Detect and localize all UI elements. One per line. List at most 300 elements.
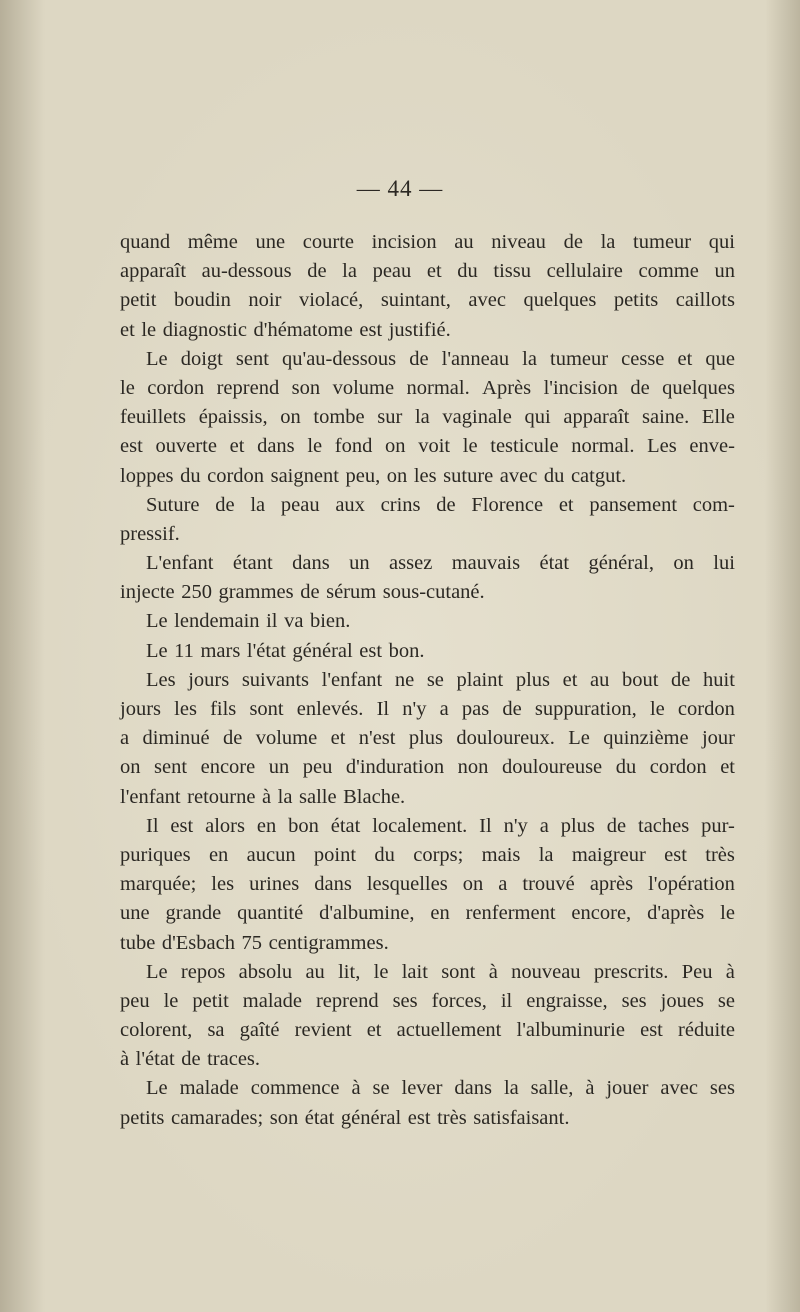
- word: saignent: [270, 464, 339, 487]
- word: est: [170, 814, 194, 837]
- text-line: [120, 374, 735, 403]
- word: sont: [441, 960, 476, 983]
- word: feuillets: [120, 406, 187, 429]
- word: est: [120, 435, 143, 458]
- word: l'opération: [648, 873, 735, 896]
- word: d'après: [647, 902, 705, 925]
- word: l'état: [246, 639, 286, 662]
- word: en: [430, 902, 450, 925]
- word: normal.: [571, 435, 635, 458]
- word: camarades;: [170, 1106, 264, 1129]
- text-line: [120, 899, 735, 928]
- word: a: [120, 727, 130, 750]
- word: la: [503, 1077, 519, 1100]
- word: absolu: [238, 960, 293, 983]
- word: et: [677, 347, 693, 370]
- word: l'état: [135, 1048, 175, 1071]
- word: saine.: [642, 406, 690, 429]
- word: pressif.: [120, 522, 180, 545]
- word: 250: [181, 581, 212, 604]
- word: la: [600, 231, 616, 253]
- word: du: [615, 756, 637, 779]
- word: engraisse,: [526, 989, 608, 1012]
- word: jour: [701, 727, 735, 750]
- word: plus: [560, 814, 595, 837]
- word: Les: [647, 435, 677, 458]
- word: suppuration,: [534, 698, 637, 720]
- word: de: [307, 260, 327, 283]
- word: huit: [703, 668, 735, 691]
- word: Les: [146, 668, 176, 691]
- word: le: [141, 318, 157, 341]
- word: Suture: [146, 493, 200, 516]
- word: encore: [200, 756, 256, 779]
- word: alors: [205, 814, 245, 837]
- word: marquée;: [120, 873, 197, 896]
- word: à: [262, 785, 272, 808]
- word: gaîté: [239, 1019, 280, 1042]
- word: ne: [394, 668, 415, 691]
- word: avec: [468, 289, 506, 312]
- text-line: [120, 1016, 735, 1045]
- word: son: [269, 1106, 299, 1129]
- word: les: [174, 698, 197, 720]
- word: même: [187, 231, 238, 253]
- word: sont: [249, 698, 284, 720]
- word: qui: [524, 406, 551, 429]
- word: dans: [257, 435, 295, 458]
- word: l'enfant: [321, 668, 383, 691]
- word: petit: [192, 989, 229, 1012]
- word: l'anneau: [441, 347, 510, 370]
- word: prescrits.: [593, 960, 669, 983]
- word: épaissis,: [198, 406, 268, 429]
- text-line: [120, 257, 735, 286]
- word: et: [426, 260, 442, 283]
- word: fond: [334, 435, 373, 458]
- word: après: [589, 873, 634, 896]
- word: jouer: [606, 1077, 649, 1100]
- word: peau: [372, 260, 412, 283]
- text-line: [120, 812, 735, 841]
- word: aux: [335, 493, 365, 516]
- word: a: [439, 698, 449, 720]
- word: du: [180, 464, 201, 487]
- word: comme: [638, 260, 699, 283]
- word: de: [630, 376, 650, 399]
- word: lit,: [338, 960, 361, 983]
- word: 75: [241, 931, 263, 954]
- word: cordon: [207, 464, 265, 487]
- word: plaint: [456, 668, 504, 691]
- word: vaginale: [442, 406, 512, 429]
- word: et: [558, 493, 574, 516]
- word: peu: [120, 989, 150, 1012]
- text-line: [120, 520, 735, 549]
- word: lever: [401, 1077, 443, 1100]
- word: la: [277, 785, 293, 808]
- word: Le: [146, 347, 168, 370]
- word: crins: [380, 493, 421, 516]
- word: point: [313, 843, 357, 866]
- text-line: [120, 432, 735, 461]
- text-line: [120, 1045, 735, 1074]
- word: lendemain: [174, 610, 260, 633]
- word: ses: [392, 989, 418, 1012]
- word: qu'au-dessous: [282, 347, 397, 370]
- word: les: [413, 464, 437, 487]
- word: la: [414, 406, 430, 429]
- word: courte: [302, 231, 355, 253]
- word: quinzième: [603, 727, 689, 750]
- word: du: [543, 464, 565, 487]
- word: jours: [120, 698, 161, 720]
- word: cordon: [147, 376, 205, 399]
- word: de: [606, 814, 627, 837]
- word: cordon: [677, 698, 735, 720]
- word: loppes: [120, 464, 174, 487]
- word: tissu: [493, 260, 532, 283]
- word: dans: [454, 1077, 492, 1100]
- word: quantité: [237, 902, 304, 925]
- word: réduite: [678, 1019, 735, 1042]
- word: quelques: [523, 289, 597, 312]
- word: il: [500, 989, 513, 1012]
- word: de: [436, 493, 456, 516]
- word: de: [223, 727, 243, 750]
- word: l'albuminurie: [516, 1019, 625, 1042]
- word: Peu: [681, 960, 713, 983]
- word: plus: [515, 668, 550, 691]
- word: on: [673, 552, 694, 575]
- word: lesquelles: [366, 873, 448, 896]
- word: malade: [179, 1077, 239, 1100]
- word: suivants: [241, 668, 310, 691]
- word: d'hématome: [253, 318, 353, 341]
- text-line: [120, 403, 735, 432]
- word: au: [305, 960, 325, 983]
- word: petits: [120, 1106, 165, 1129]
- word: état: [330, 814, 361, 837]
- text-line: [120, 286, 735, 315]
- word: normal.: [406, 376, 470, 399]
- word: joues: [660, 989, 704, 1012]
- word: est: [359, 318, 383, 341]
- text-line: [120, 783, 735, 812]
- text-line: [120, 228, 735, 257]
- word: diminué: [142, 727, 210, 750]
- word: et: [720, 756, 735, 779]
- word: se: [717, 989, 735, 1012]
- word: bout: [621, 668, 659, 691]
- word: va: [284, 610, 304, 633]
- word: quand: [120, 231, 171, 253]
- word: salle,: [530, 1077, 574, 1100]
- word: tube: [120, 931, 156, 954]
- word: ses: [709, 1077, 735, 1100]
- word: caillots: [675, 289, 735, 312]
- word: apparaît: [120, 260, 187, 283]
- word: violacé,: [298, 289, 364, 312]
- word: retourne: [187, 785, 256, 808]
- text-line: [120, 1104, 735, 1133]
- word: pansement: [589, 493, 678, 516]
- word: avec: [660, 1077, 698, 1100]
- word: volume: [255, 727, 318, 750]
- word: très: [437, 1106, 467, 1129]
- text-line: [120, 1074, 735, 1103]
- word: général: [340, 1106, 402, 1129]
- word: étant: [232, 552, 273, 575]
- text-line: [120, 841, 735, 870]
- word: Le: [568, 727, 590, 750]
- word: bien.: [309, 610, 351, 633]
- word: jours: [188, 668, 230, 691]
- word: on: [385, 435, 406, 458]
- word: on: [386, 464, 408, 487]
- word: et: [562, 668, 578, 691]
- word: repos: [180, 960, 226, 983]
- word: reprend: [216, 376, 280, 399]
- word: peu: [302, 756, 333, 779]
- word: renferment: [465, 902, 556, 925]
- text-line: [120, 491, 735, 520]
- word: assez: [389, 552, 433, 575]
- word: les: [211, 873, 235, 896]
- word: niveau: [491, 231, 546, 253]
- word: voit: [418, 435, 451, 458]
- word: mars: [200, 639, 241, 662]
- text-line: [120, 549, 735, 578]
- word: pas: [461, 698, 490, 720]
- word: de: [409, 347, 429, 370]
- word: de: [671, 668, 691, 691]
- word: général,: [588, 552, 654, 575]
- word: tumeur: [633, 231, 692, 253]
- word: suture: [443, 464, 494, 487]
- word: une: [255, 231, 286, 253]
- word: salle: [299, 785, 337, 808]
- word: le: [120, 376, 135, 399]
- word: cellulaire: [546, 260, 623, 283]
- word: apparaît: [563, 406, 630, 429]
- text-line: [120, 607, 735, 636]
- word: on: [120, 756, 141, 779]
- word: colorent,: [120, 1019, 193, 1042]
- word: un: [349, 552, 370, 575]
- word: la: [538, 843, 554, 866]
- word: le: [373, 960, 389, 983]
- word: sur: [377, 406, 403, 429]
- text-line: [120, 637, 735, 666]
- word: un: [268, 756, 290, 779]
- word: incision: [371, 231, 437, 253]
- word: à: [488, 960, 498, 983]
- word: petits: [613, 289, 659, 312]
- word: en: [256, 814, 277, 837]
- word: urines: [249, 873, 300, 896]
- word: Le: [146, 1077, 168, 1100]
- word: enve-: [689, 435, 735, 458]
- word: plus: [408, 727, 444, 750]
- word: sérum: [326, 581, 377, 604]
- word: d'induration: [345, 756, 445, 779]
- word: le: [649, 698, 665, 720]
- word: tombe: [313, 406, 365, 429]
- word: et: [366, 1019, 382, 1042]
- word: de: [563, 231, 583, 253]
- text-line: [120, 695, 735, 724]
- word: le: [163, 989, 179, 1012]
- word: pur-: [701, 814, 735, 837]
- word: dans: [314, 873, 352, 896]
- word: très: [705, 843, 735, 866]
- word: volume: [332, 376, 395, 399]
- word: mauvais: [451, 552, 521, 575]
- word: et: [330, 727, 346, 750]
- word: n'y: [503, 814, 528, 837]
- word: actuellement: [396, 1019, 502, 1042]
- word: la: [342, 260, 357, 283]
- word: nouveau: [511, 960, 581, 983]
- word: et: [120, 318, 135, 341]
- word: L'enfant: [146, 552, 214, 575]
- word: Elle: [701, 406, 735, 429]
- word: sous-cutané.: [382, 581, 485, 604]
- word: Il: [146, 814, 159, 837]
- word: il: [266, 610, 278, 633]
- text-line: [120, 462, 735, 491]
- word: l'incision: [543, 376, 618, 399]
- word: tumeur: [550, 347, 609, 370]
- word: mais: [481, 843, 521, 866]
- word: sent: [154, 756, 188, 779]
- text-line: [120, 753, 735, 782]
- word: commence: [250, 1077, 340, 1100]
- word: grande: [165, 902, 222, 925]
- word: sa: [207, 1019, 225, 1042]
- word: à: [585, 1077, 595, 1100]
- word: taches: [638, 814, 690, 837]
- word: centigrammes.: [268, 931, 389, 954]
- text-line: [120, 987, 735, 1016]
- word: lait: [401, 960, 428, 983]
- word: douloureuse: [501, 756, 603, 779]
- word: Blache.: [343, 785, 406, 808]
- word: de: [215, 493, 235, 516]
- word: se: [426, 668, 444, 691]
- word: lui: [713, 552, 735, 575]
- page-number: — 44 —: [356, 176, 444, 201]
- word: le: [307, 435, 323, 458]
- word: son: [291, 376, 321, 399]
- word: est: [407, 1106, 431, 1129]
- word: au: [454, 231, 474, 253]
- text-line: [120, 666, 735, 695]
- text-line: [120, 316, 735, 345]
- word: catgut.: [570, 464, 627, 487]
- word: que: [705, 347, 735, 370]
- word: est: [359, 639, 383, 662]
- word: douloureux.: [456, 727, 555, 750]
- word: du: [457, 260, 478, 283]
- text-line: [120, 929, 735, 958]
- word: à: [120, 1048, 130, 1071]
- word: traces.: [207, 1048, 261, 1071]
- word: se: [372, 1077, 390, 1100]
- word: Il: [479, 814, 492, 837]
- word: forces,: [431, 989, 487, 1012]
- word: fils: [210, 698, 237, 720]
- word: le: [720, 902, 735, 925]
- word: du: [374, 843, 395, 866]
- word: maigreur: [571, 843, 646, 866]
- word: corps;: [413, 843, 464, 866]
- text-line: [120, 958, 735, 987]
- word: Il: [376, 698, 390, 720]
- word: Après: [482, 376, 532, 399]
- word: doigt: [180, 347, 223, 370]
- word: ses: [621, 989, 647, 1012]
- text-line: [120, 724, 735, 753]
- word: ouverte: [155, 435, 217, 458]
- word: quelques: [662, 376, 735, 399]
- word: sent: [235, 347, 269, 370]
- word: encore,: [571, 902, 632, 925]
- word: 11: [174, 639, 194, 662]
- word: la: [522, 347, 537, 370]
- body-text: [120, 228, 735, 1133]
- word: revient: [294, 1019, 352, 1042]
- word: une: [120, 902, 150, 925]
- text-line: [120, 870, 735, 899]
- word: enlevés.: [296, 698, 364, 720]
- word: de: [181, 1048, 201, 1071]
- word: Le: [146, 610, 168, 633]
- word: au-dessous: [201, 260, 292, 283]
- word: reprend: [315, 989, 379, 1012]
- word: qui: [708, 231, 735, 253]
- word: diagnostic: [162, 318, 247, 341]
- word: bon.: [388, 639, 425, 662]
- word: n'y: [402, 698, 427, 720]
- word: est: [640, 1019, 663, 1042]
- word: peu,: [345, 464, 381, 487]
- word: aucun: [246, 843, 296, 866]
- word: au: [590, 668, 610, 691]
- word: général: [292, 639, 353, 662]
- word: un: [714, 260, 735, 283]
- word: bon: [288, 814, 319, 837]
- word: cordon: [649, 756, 707, 779]
- word: Le: [146, 960, 168, 983]
- word: à: [725, 960, 735, 983]
- word: Le: [146, 639, 168, 662]
- word: de: [502, 698, 522, 720]
- word: de: [300, 581, 320, 604]
- word: grammes: [218, 581, 294, 604]
- word: état: [539, 552, 570, 575]
- word: Florence: [471, 493, 544, 516]
- word: état: [304, 1106, 335, 1129]
- word: malade: [242, 989, 302, 1012]
- word: non: [457, 756, 489, 779]
- word: avec: [499, 464, 538, 487]
- word: boudin: [173, 289, 231, 312]
- word: cesse: [621, 347, 665, 370]
- word: com-: [692, 493, 735, 516]
- word: justifié.: [388, 318, 451, 341]
